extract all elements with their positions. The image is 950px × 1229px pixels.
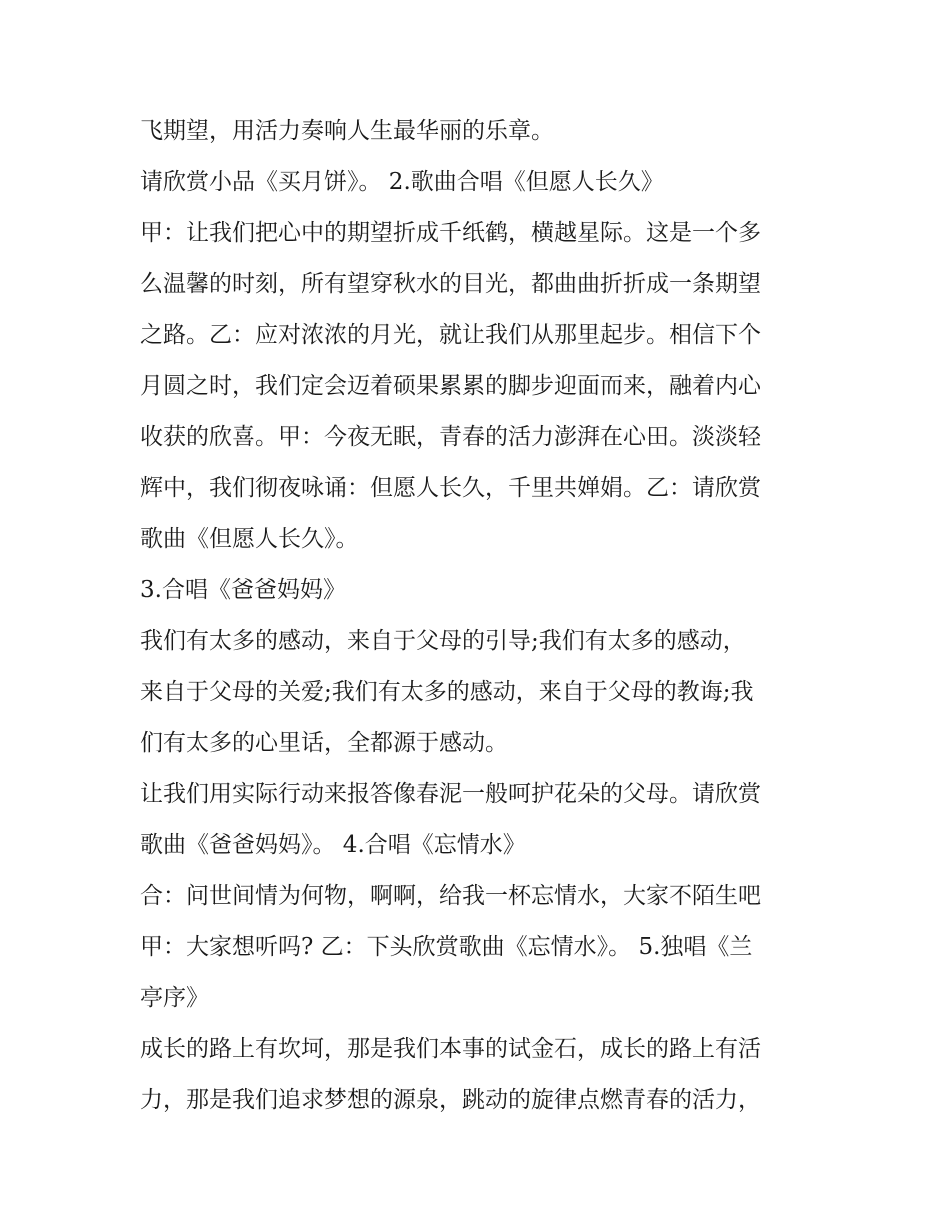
text-line: 月圆之时，我们定会迈着硕果累累的脚步迎面而来，融着内心 xyxy=(140,373,761,399)
text-line: 3.合唱《爸爸妈妈》 xyxy=(140,577,346,603)
text-line: 成长的路上有坎坷，那是我们本事的试金石，成长的路上有活 xyxy=(140,1036,761,1062)
text-line: 飞期望，用活力奏响人生最华丽的乐章。 xyxy=(140,118,554,144)
text-line: 合：问世间情为何物，啊啊，给我一杯忘情水，大家不陌生吧 xyxy=(140,883,761,909)
text-line: 之路。乙：应对浓浓的月光，就让我们从那里起步。相信下个 xyxy=(140,322,761,348)
text-line: 让我们用实际行动来报答像春泥一般呵护花朵的父母。请欣赏 xyxy=(140,781,761,807)
text-line: 歌曲《爸爸妈妈》。 4.合唱《忘情水》 xyxy=(140,832,526,858)
text-line: 歌曲《但愿人长久》。 xyxy=(140,526,359,552)
text-line: 们有太多的心里话，全都源于感动。 xyxy=(140,730,508,756)
text-line: 请欣赏小品《买月饼》。 2.歌曲合唱《但愿人长久》 xyxy=(140,169,664,195)
text-line: 力，那是我们追求梦想的源泉，跳动的旋律点燃青春的活力， xyxy=(140,1087,761,1113)
text-line: 来自于父母的关爱;我们有太多的感动，来自于父母的教诲;我 xyxy=(140,679,754,705)
text-line: 甲：让我们把心中的期望折成千纸鹤，横越星际。这是一个多 xyxy=(140,220,761,246)
text-line: 我们有太多的感动，来自于父母的引导;我们有太多的感动， xyxy=(140,628,746,654)
text-line: 辉中，我们彻夜咏诵：但愿人长久，千里共婵娟。乙：请欣赏 xyxy=(140,475,761,501)
text-line: 亭序》 xyxy=(140,985,209,1011)
text-line: 甲：大家想听吗? 乙：下头欣赏歌曲《忘情水》。 5.独唱《兰 xyxy=(140,934,753,960)
text-line: 么温馨的时刻，所有望穿秋水的目光，都曲曲折折成一条期望 xyxy=(140,271,761,297)
text-line: 收获的欣喜。甲：今夜无眠，青春的活力澎湃在心田。淡淡轻 xyxy=(140,424,761,450)
document-body xyxy=(140,106,820,1126)
